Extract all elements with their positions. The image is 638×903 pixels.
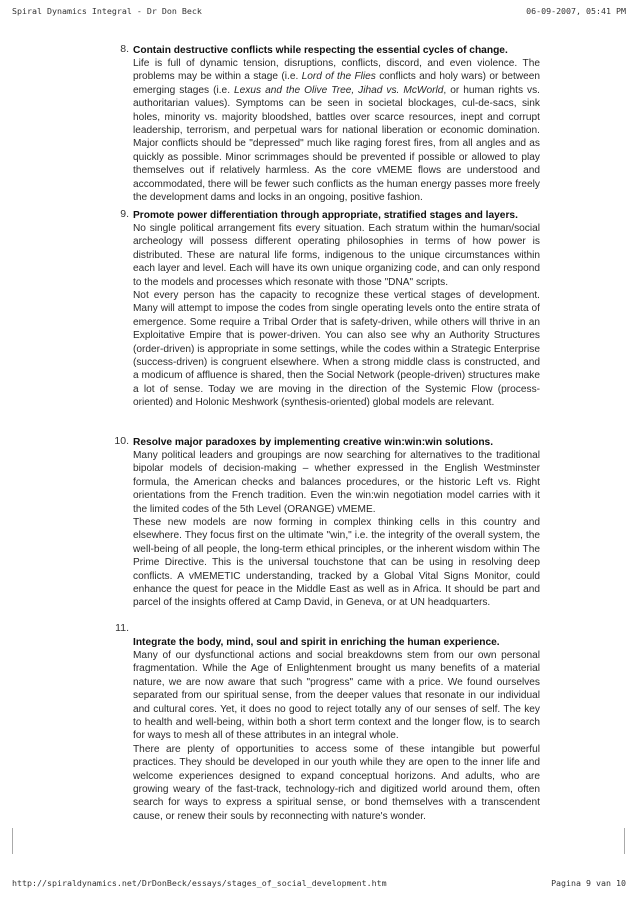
list-item-9 (120, 208, 540, 410)
item-title: Contain destructive conflicts while respecting the essential cycles of change. (133, 45, 508, 56)
item-paragraph: No single political arrangement fits every situation. Each stratum within the human/social archeology will possess different operating philosophies in terms of how power is distributed. These are natural life forms, indigenous to the unique circumstances within each layer and level. Each will have its own unique organizing code, and can only respond to the models and processes which resonate with those "DNA" scripts. (133, 223, 540, 288)
item-paragraph: Many of our dysfunctional actions and social breakdowns stem from our own personal fragmentation. While the Age of Enlightenment brought us many benefits of a material nature, we are now aware that such "progress" came with a price. We found ourselves separated from our spiritual sense, from the deeper values that resonate in our individual and cultural cores. Yet, it does no good to reject totally any of our senses of self. The key to health and well-being, within both a short term context and the longer flow, is to search for ways to mesh all of these attributes in an integral whole. (133, 650, 540, 742)
item-paragraph: Many political leaders and groupings are now searching for alternatives to the traditional bipolar models of decision-making – whether expressed in the English Westminster formula, the American checks and balances procedures, or the historic Left vs. Right orientations from the French tradition. Even the win:win negotiation model carries with it the limited codes of the 5th Level (ORANGE) vMEME. (133, 450, 540, 515)
print-datetime: 06-09-2007, 05:41 PM (526, 6, 626, 16)
list-number: 8. (120, 43, 129, 55)
list-item-8 (120, 43, 541, 204)
item-paragraph: These new models are now forming in complex thinking cells in this country and elsewhere. They focus first on the ultimate "win," i.e. the integrity of the overall system, the well-being of all people, the long-term ethical principles, or the inherent wisdom within The Prime Directive. This is the universal touchstone that can be using in resolving deep conflicts. A vMEMETIC understanding, tracked by a Global Vital Signs Monitor, could enhance the quest for peace in the Middle East as well as in Africa. It should be part and parcel of the insights offered at Camp David, in Geneva, or at UN headquarters. (133, 517, 540, 609)
document-title: Spiral Dynamics Integral - Dr Don Beck (12, 6, 202, 16)
page-margin-line-right (624, 828, 625, 854)
item-title: Resolve major paradoxes by implementing creative win:win:win solutions. (133, 437, 494, 448)
item-paragraph: Life is full of dynamic tension, disruptions, conflicts, discord, and even violence. The problems may be within a stage (i.e. Lord of the Flies conflicts and holy wars) or between emerging stages (i.e. Lexus and the Olive Tree, Jihad vs. McWorld, or human rights vs. authoritarian values). Symptoms can be seen in societal blockages, cul-de-sacs, sink holes, minority vs. majority bloodshed, battles over scarce resources, inept and corrupt leadership, terrorism, and perpetual wars for national liberation or economic domination. Major conflicts should be "depressed" much like raging forest fires, from all angles and as quickly as possible. Minor scrimmages should be prevented if possible or allowed to play themselves out if relatively harmless. As the core vMEME flows are understood and accommodated, there will be fewer such conflicts as the human energy passes more freely the development dams and locks in an ongoing, positive fashion. (133, 58, 541, 204)
page-header (12, 6, 626, 16)
page-footer (12, 878, 626, 888)
list-number: 11. (115, 622, 129, 634)
page-margin-line-left (12, 828, 13, 854)
item-title: Integrate the body, mind, soul and spirit in enriching the human experience. (133, 637, 500, 648)
list-item-11 (115, 622, 540, 823)
item-paragraph: Not every person has the capacity to recognize these vertical stages of development. Many will attempt to impose the codes from single operating levels onto the entire strata of emergence. Some require a Tribal Order that is safety-driven, while others will thrive in an Exploitative Empire that is power-driven. You can also see why an Authority Structures (order-driven) is appropriate in some settings, while the codes within a Strategic Enterprise (success-driven) is congruent elsewhere. When a strong middle class is constructed, and a modicum of affluence is shared, then the Social Network (people-driven) structures make a lot of sense. Today we are moving in the direction of the Systemic Flow (process-oriented) and Holonic Meshwork (synthesis-oriented) global models are relevant. (133, 290, 540, 409)
list-number: 10. (114, 435, 129, 447)
list-number: 9. (120, 208, 129, 220)
page-number: Pagina 9 van 10 (551, 878, 626, 888)
list-item-10 (114, 435, 540, 610)
source-url[interactable]: http://spiraldynamics.net/DrDonBeck/essays/stages_of_social_development.htm (12, 878, 387, 888)
item-paragraph: There are plenty of opportunities to access some of these intangible but powerful practices. They should be developed in our youth while they are open to the inner life and welcome experiences designed to expand conceptual horizons. And adults, who are growing weary of the fast-track, technology-rich and digitized world around them, often search for ways to express a spiritual sense, or bond themselves with a transcendent cause, or renew their souls by reconnecting with nature's wonder. (133, 743, 540, 822)
item-title: Promote power differentiation through appropriate, stratified stages and layers. (133, 210, 518, 221)
